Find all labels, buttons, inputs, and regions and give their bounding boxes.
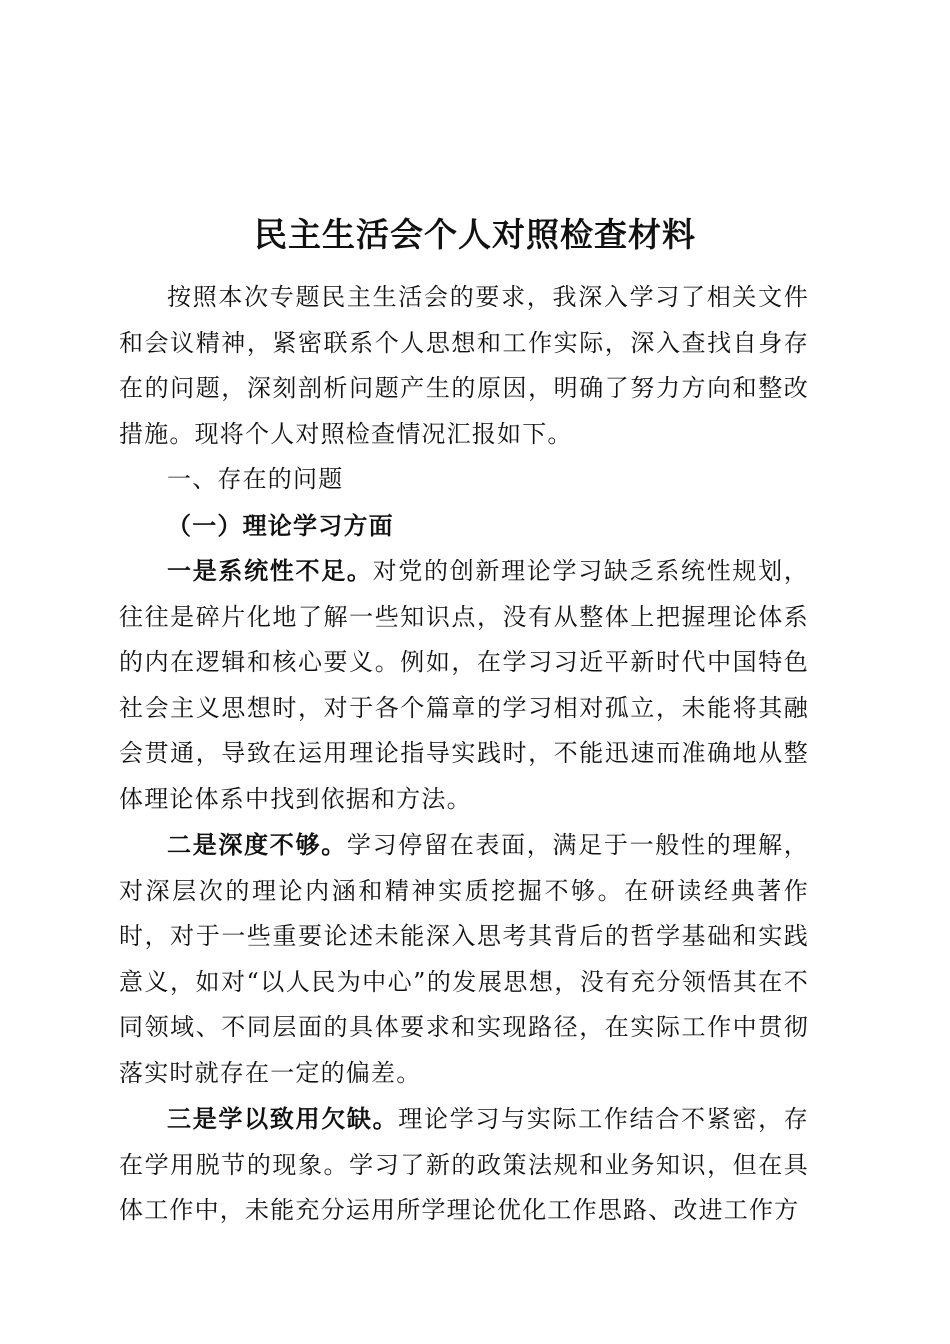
document-title: 民主生活会个人对照检查材料 — [254, 215, 696, 254]
section-heading-problems: 一、存在的问题 — [167, 465, 344, 493]
point-paragraph-2 — [119, 822, 809, 1096]
intro-paragraph: 按照本次专题民主生活会的要求，我深入学习了相关文件和会议精神，紧密联系个人思想和工作实际，深入查找自身存在的问题，深刻剖析问题产生的原因，明确了努力方向和整改措施。现将个人对照检查情况汇报如下。 — [119, 283, 809, 448]
point-paragraph-1 — [119, 548, 809, 822]
point-text-2: 学习停留在表面，满足于一般性的理解，对深层次的理论内涵和精神实质挖掘不够。在研读经典著作时，对于一些重要论述未能深入思考其背后的哲学基础和实践意义，如对“以人民为中心”的发展思想，没有充分领悟其在不同领域、不同层面的具体要求和实现路径，在实际工作中贯彻落实时就存在一定的偏差。 — [119, 831, 809, 1087]
point-lead-3: 三是学以致用欠缺。 — [167, 1104, 399, 1133]
point-paragraph-3 — [119, 1096, 809, 1234]
point-text-1: 对党的创新理论学习缺乏系统性规划，往往是碎片化地了解一些知识点，没有从整体上把握理论体系的内在逻辑和核心要义。例如，在学习习近平新时代中国特色社会主义思想时，对于各个篇章的学习相对孤立，未能将其融会贯通，导致在运用理论指导实践时，不能迅速而准确地从整体理论体系中找到依据和方法。 — [119, 557, 809, 813]
document-body — [119, 275, 809, 1234]
point-lead-1: 一是系统性不足。 — [167, 556, 373, 585]
point-lead-2: 二是深度不够。 — [167, 830, 347, 859]
point-text-3: 理论学习与实际工作结合不紧密，存在学用脱节的现象。学习了新的政策法规和业务知识，但在具体工作中，未能充分运用所学理论优化工作思路、改进工作方 — [119, 1105, 809, 1224]
subsection-heading-theory-study: （一）理论学习方面 — [167, 510, 394, 540]
